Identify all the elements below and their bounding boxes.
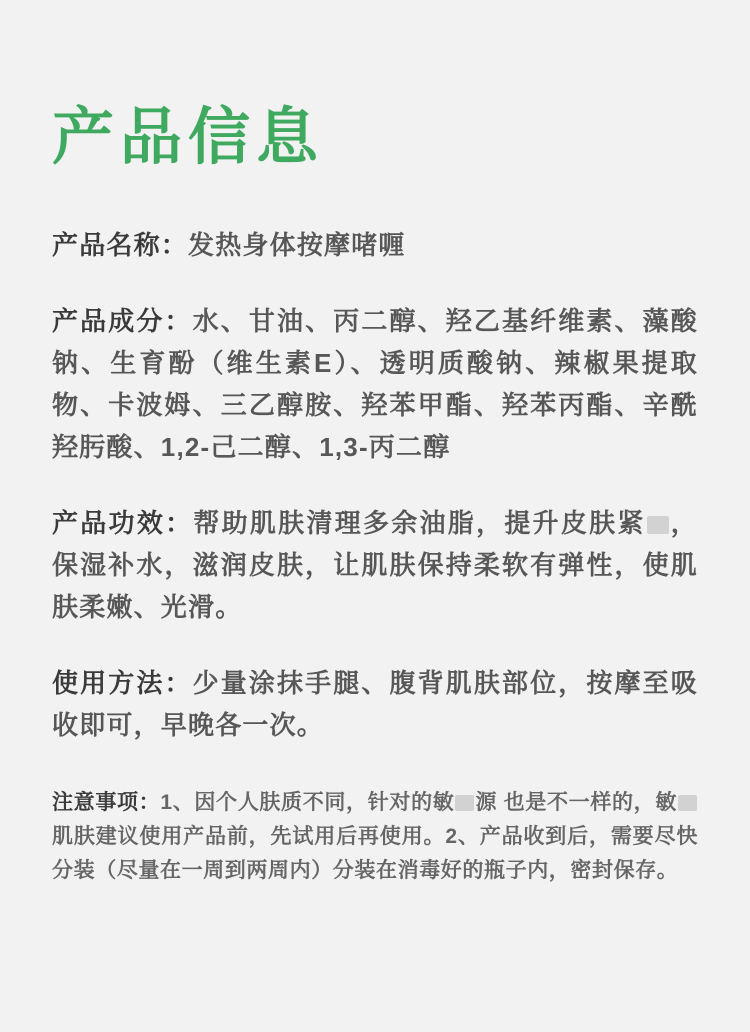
ingredients-value: 水、甘油、丙二醇、羟乙基纤维素、藻酸钠、生育酚（维生素E）、透明质酸钠、辣椒果提取物、卡波姆、三乙醇胺、羟苯甲酯、羟苯丙酯、辛酰羟肟酸、1,2-己二醇、1,3-丙二醇 — [52, 306, 698, 463]
usage-value: 少量涂抹手腿、腹背肌肤部位，按摩至吸收即可，早晚各一次。 — [52, 668, 698, 741]
redacted-mark-icon — [678, 795, 697, 811]
notice-part2: 源 也是不一样的，敏 — [475, 791, 678, 815]
benefits-value-part1: 帮助肌肤清理多余油脂，提升皮肤紧 — [193, 508, 646, 539]
notice-part3: 肌肤建议使用产品前，先试用后再使用。2、产品收到后，需要尽快分装（尽量在一周到两周内）分装在消毒好的瓶子内，密封保存。 — [52, 825, 698, 883]
ingredients-line — [52, 300, 698, 468]
product-name-line — [52, 224, 698, 266]
section-usage — [52, 662, 698, 746]
benefits-line — [52, 502, 698, 628]
ingredients-label: 产品成分： — [52, 306, 193, 337]
redacted-mark-icon — [455, 795, 474, 811]
notice-line — [52, 786, 698, 888]
section-notice — [52, 786, 698, 888]
section-product-name — [52, 224, 698, 266]
redacted-mark-icon — [647, 516, 669, 534]
section-benefits — [52, 502, 698, 628]
usage-label: 使用方法： — [52, 668, 193, 699]
product-name-label: 产品名称： — [52, 230, 189, 261]
benefits-value-part2: ，保湿补水，滋润皮肤，让肌肤保持柔软有弹性，使肌肤柔嫩、光滑。 — [52, 508, 698, 623]
notice-label: 注意事项： — [52, 791, 161, 815]
product-name-value: 发热身体按摩啫喱 — [188, 230, 406, 261]
usage-line — [52, 662, 698, 746]
notice-part1: 1、因个人肤质不同，针对的敏 — [160, 791, 455, 815]
benefits-label: 产品功效： — [52, 508, 194, 539]
page-title: 产品信息 — [52, 103, 325, 172]
section-ingredients — [52, 300, 698, 468]
